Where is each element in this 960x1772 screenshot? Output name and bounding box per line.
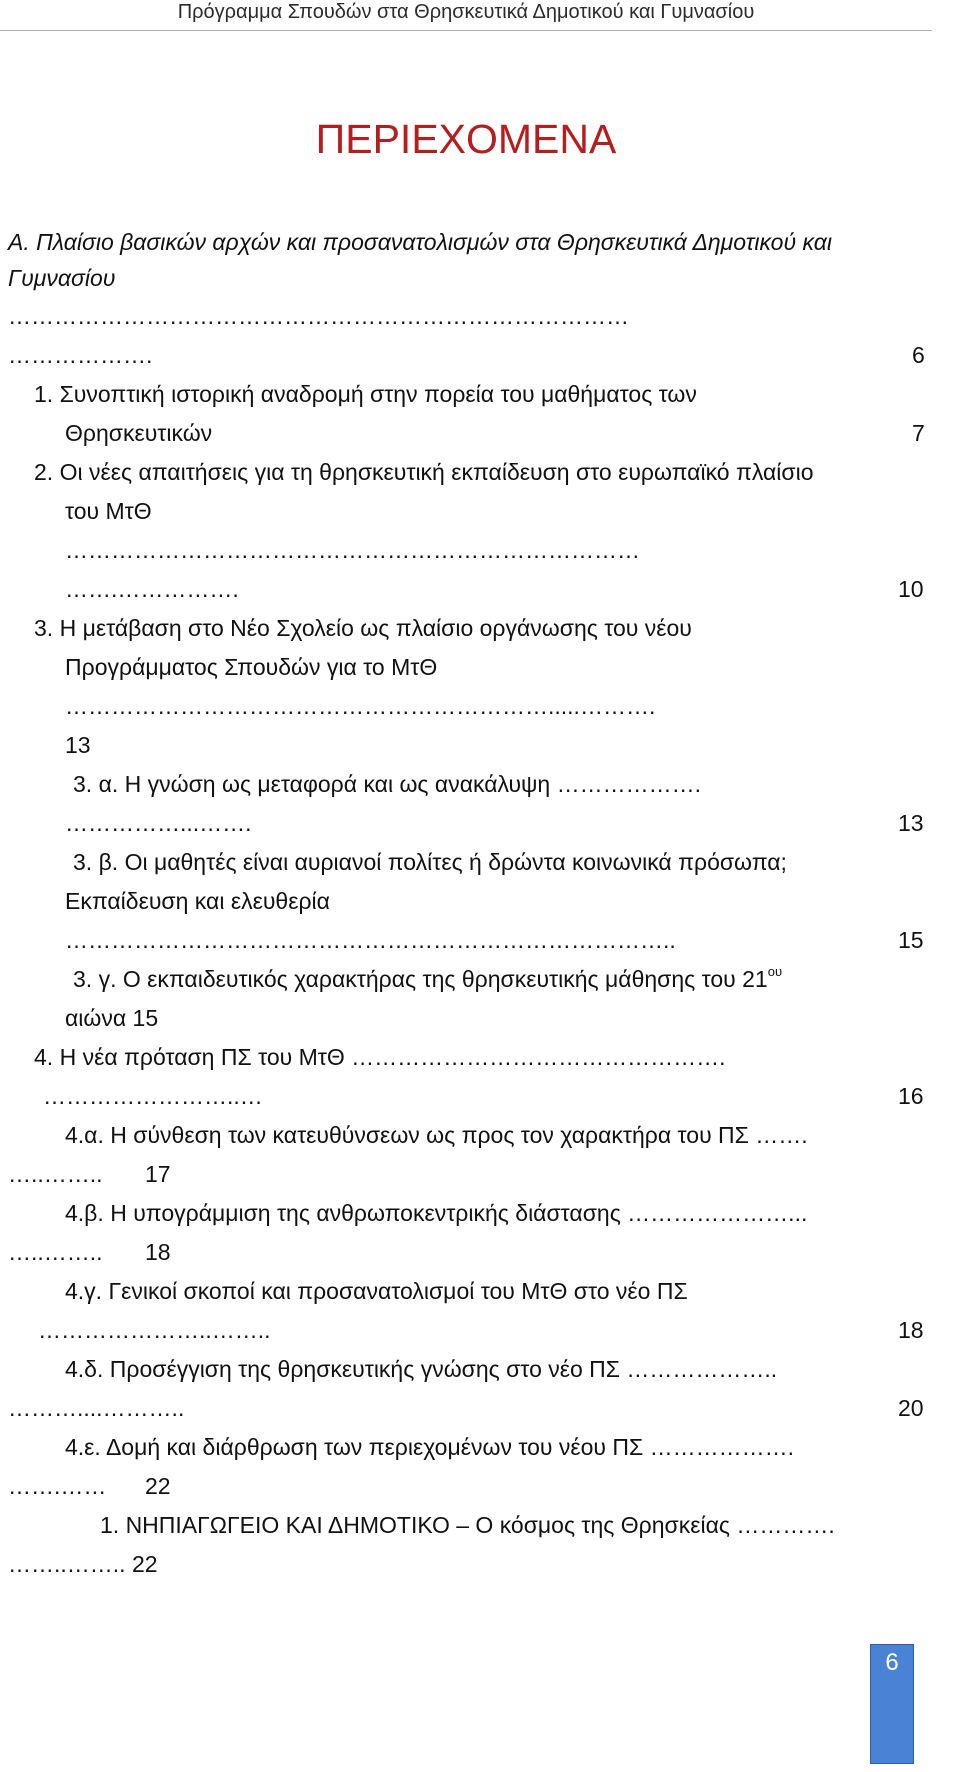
toc-entry-4b: 4.β. Η υπογράμμιση της ανθρωποκεντρικής διάστασης …………………...	[65, 1200, 808, 1226]
toc-leader-dots: …………………………………………………………………	[65, 537, 640, 563]
toc-entry-3a: 3. α. Η γνώση ως μεταφορά και ως ανακάλυψη ……………….	[73, 771, 702, 797]
toc-entry-3b: 3. β. Οι μαθητές είναι αυριανοί πολίτες ή δρώντα κοινωνικά πρόσωπα;	[73, 849, 787, 875]
toc-leader-dots: …………………..……..	[38, 1317, 271, 1343]
toc-entry-4a: 4.α. Η σύνθεση των κατευθύνσεων ως προς τον χαρακτήρα του ΠΣ …….	[65, 1122, 808, 1148]
toc-page-number: 16	[898, 1083, 924, 1109]
toc-leader-dots: …….…………….	[65, 576, 239, 602]
toc-leader-dots: ………………………………………………………………………	[8, 303, 629, 329]
toc-leader-dots: ……………….	[8, 342, 153, 368]
toc-leader-dots: …..……..	[8, 1239, 103, 1265]
toc-page-number: 20	[898, 1395, 924, 1421]
toc-leader-dots: …….……	[8, 1473, 107, 1499]
toc-page-number: 17	[145, 1161, 171, 1187]
toc-entry-1: 1. Συνοπτική ιστορική αναδρομή στην πορεία του μαθήματος των	[34, 381, 697, 407]
toc-page-number: 15	[898, 927, 924, 953]
toc-heading: ΠΕΡΙΕΧΟΜΕΝΑ	[315, 116, 617, 162]
toc-page-number: 22	[145, 1473, 171, 1499]
running-header	[0, 0, 932, 31]
toc-leader-dots-with-page: ……..…….. 22	[8, 1551, 158, 1577]
toc-entry-2: 2. Οι νέες απαιτήσεις για τη θρησκευτική εκπαίδευση στο ευρωπαϊκό πλαίσιο	[34, 459, 814, 485]
toc-entry-3c-cont: αιώνα 15	[65, 1005, 159, 1031]
toc-entry-1-cont: Θρησκευτικών	[65, 420, 213, 446]
toc-entry-3c-text: 3. γ. Ο εκπαιδευτικός χαρακτήρας της θρησκευτικής μάθησης του 21	[73, 966, 768, 992]
toc-entry-4c: 4.γ. Γενικοί σκοποί και προσανατολισμοί του ΜτΘ στο νέο ΠΣ	[65, 1278, 688, 1304]
ordinal-superscript: ου	[767, 964, 783, 979]
toc-entry-kindergarten: 1. ΝΗΠΙΑΓΩΓΕΙΟ ΚΑΙ ΔΗΜΟΤΙΚΟ – Ο κόσμος της Θρησκείας ………….	[100, 1512, 835, 1538]
toc-entry-a-title-cont: Γυμνασίου	[8, 265, 116, 291]
toc-entry-4: 4. Η νέα πρόταση ΠΣ του ΜτΘ ………………………………………….	[34, 1044, 726, 1070]
toc-entry-3c	[73, 964, 782, 998]
toc-page-number: 13	[65, 732, 91, 758]
toc-entry-4e: 4.ε. Δομή και διάρθρωση των περιεχομένων του νέου ΠΣ ……………….	[65, 1434, 794, 1460]
toc-entry-2-cont: του ΜτΘ	[65, 498, 152, 524]
toc-entry-3-cont: Προγράμματος Σπουδών για το ΜτΘ	[65, 654, 438, 680]
toc-entry-4d: 4.δ. Προσέγγιση της θρησκευτικής γνώσης στο νέο ΠΣ ………………..	[65, 1356, 778, 1382]
toc-leader-dots: ……………………………………………………….....……….	[65, 693, 656, 719]
toc-page-number: 10	[898, 576, 924, 602]
toc-entry-3: 3. Η μετάβαση στο Νέο Σχολείο ως πλαίσιο οργάνωσης του νέου	[34, 615, 692, 641]
toc-leader-dots: ……………………………………………………………………..	[65, 927, 676, 953]
toc-page-number: 6	[912, 342, 925, 368]
page-number: 6	[885, 1649, 899, 1676]
toc-leader-dots: ……………………..…	[43, 1083, 263, 1109]
toc-leader-dots: ……………...…….	[65, 810, 252, 836]
toc-leader-dots: …..……..	[8, 1161, 103, 1187]
toc-page-number: 13	[898, 810, 924, 836]
toc-leader-dots: ………....………..	[8, 1395, 185, 1421]
toc-page-number: 18	[898, 1317, 924, 1343]
toc-page-number: 7	[912, 420, 925, 446]
header-title: Πρόγραμμα Σπουδών στα Θρησκευτικά Δημοτικού και Γυμνασίου	[177, 1, 755, 23]
toc-entry-3b-cont: Εκπαίδευση και ελευθερία	[65, 888, 330, 914]
page-number-tab	[870, 1644, 914, 1764]
toc-entry-a-title: Α. Πλαίσιο βασικών αρχών και προσανατολισμών στα Θρησκευτικά Δημοτικού και	[8, 229, 832, 255]
toc-page-number: 18	[145, 1239, 171, 1265]
